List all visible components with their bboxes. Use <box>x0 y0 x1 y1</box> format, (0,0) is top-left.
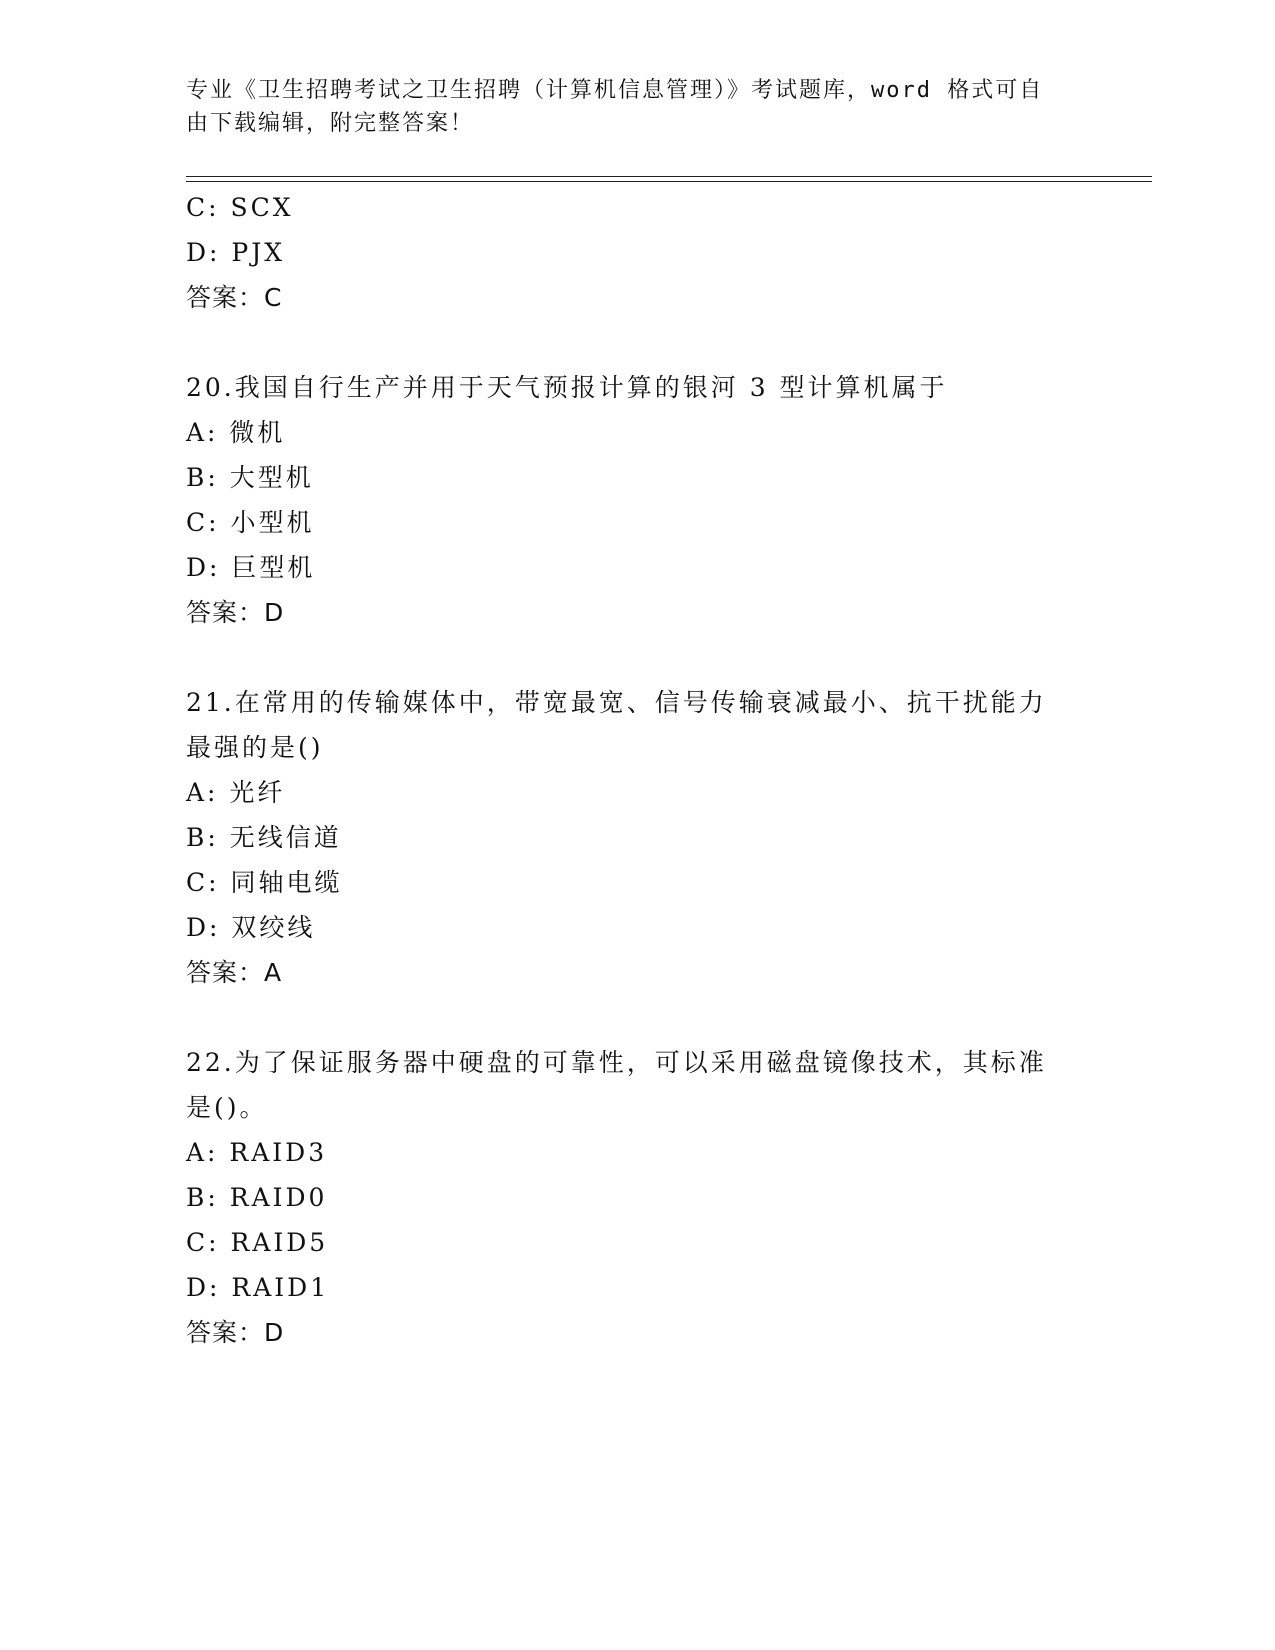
q21-option-c: C: 同轴电缆 <box>186 868 343 897</box>
q22-answer: 答案：D <box>186 1318 285 1347</box>
q20-stem: 20.我国自行生产并用于天气预报计算的银河 3 型计算机属于 <box>186 373 948 402</box>
q20-option-b: B: 大型机 <box>186 463 314 492</box>
q21-answer: 答案：A <box>186 958 283 987</box>
prev-option-c: C: SCX <box>186 193 294 222</box>
header-divider-top <box>186 176 1152 177</box>
q21-option-a: A: 光纤 <box>186 778 286 807</box>
q22-stem-line-1: 22.为了保证服务器中硬盘的可靠性，可以采用磁盘镜像技术，其标准 <box>186 1048 1047 1077</box>
q22-option-d: D: RAID1 <box>186 1273 330 1302</box>
q21-stem-line-1: 21.在常用的传输媒体中，带宽最宽、信号传输衰减最小、抗干扰能力 <box>186 688 1047 717</box>
prev-answer: 答案：C <box>186 283 283 312</box>
q20-option-c: C: 小型机 <box>186 508 315 537</box>
q21-stem-line-2: 最强的是() <box>186 733 324 762</box>
q22-option-c: C: RAID5 <box>186 1228 329 1257</box>
header-line-1: 专业《卫生招聘考试之卫生招聘（计算机信息管理）》考试题库，word 格式可自 <box>186 78 1044 103</box>
q22-option-b: B: RAID0 <box>186 1183 328 1212</box>
q22-option-a: A: RAID3 <box>186 1138 328 1167</box>
q22-stem-line-2: 是()。 <box>186 1093 268 1122</box>
document-header <box>186 74 1086 140</box>
q21-option-d: D: 双绞线 <box>186 913 316 942</box>
q21-option-b: B: 无线信道 <box>186 823 342 852</box>
header-divider-bottom <box>186 181 1152 182</box>
header-line-2: 由下载编辑，附完整答案！ <box>186 111 475 136</box>
q20-option-a: A: 微机 <box>186 418 286 447</box>
prev-option-d: D: PJX <box>186 238 286 267</box>
q20-option-d: D: 巨型机 <box>186 553 316 582</box>
q20-answer: 答案：D <box>186 598 285 627</box>
